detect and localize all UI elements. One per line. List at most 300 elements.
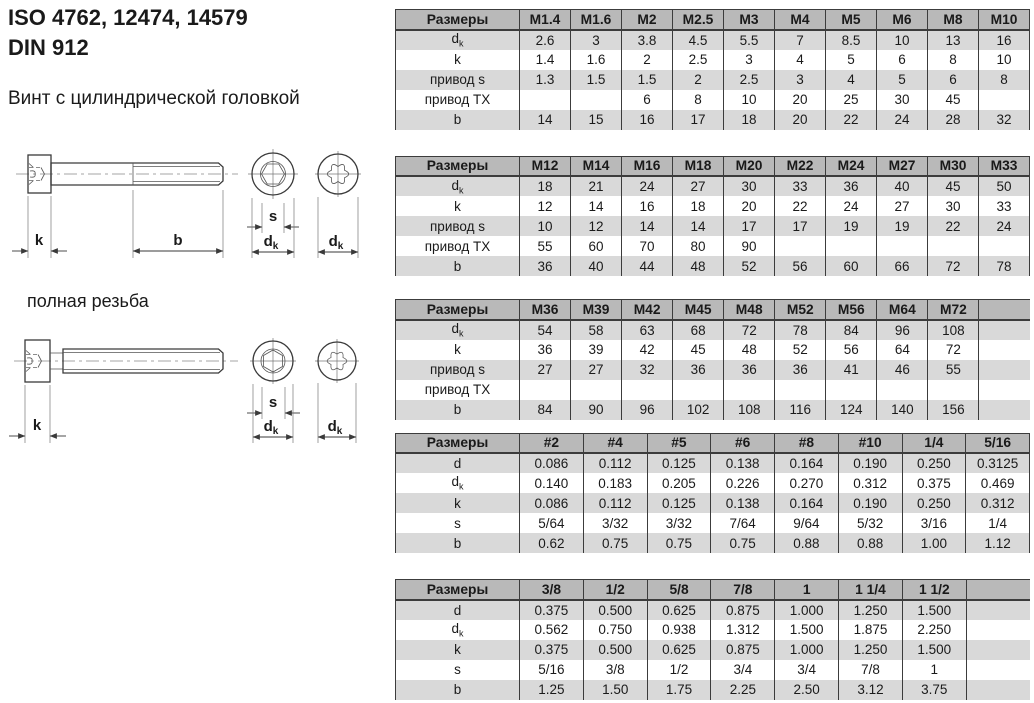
cell-empty xyxy=(979,400,1030,420)
row-label-dk: $d_k$ xyxy=(396,620,520,640)
col-header-size: M30 xyxy=(928,156,979,176)
cell-value: 55 xyxy=(928,360,979,380)
col-header-size: M72 xyxy=(928,300,979,320)
cell-value: 7/64 xyxy=(711,513,775,533)
cell-value: 1.250 xyxy=(839,600,903,620)
cell-value: 156 xyxy=(928,400,979,420)
cell-value: 13 xyxy=(928,30,979,50)
row-label-b: b xyxy=(396,256,520,276)
cell-value: 3 xyxy=(775,70,826,90)
cell-value: 2.50 xyxy=(775,680,839,700)
cell-empty xyxy=(622,380,673,400)
cell-value: 54 xyxy=(520,320,571,340)
cell-value: 1.500 xyxy=(902,640,966,660)
cell-value: 0.250 xyxy=(902,493,966,513)
table-row-dk xyxy=(396,30,1030,50)
cell-value: 58 xyxy=(571,320,622,340)
dim-label-dk: $d_k$ xyxy=(263,418,279,437)
cell-value: 96 xyxy=(622,400,673,420)
col-header-size: #2 xyxy=(520,433,584,453)
dim-label-s: s xyxy=(268,208,278,225)
side-view xyxy=(14,340,238,382)
dim-dk-torx xyxy=(318,383,356,443)
table-row-d xyxy=(396,600,1031,620)
cell-empty xyxy=(673,380,724,400)
cell-value: 72 xyxy=(928,340,979,360)
cell-value: 3/16 xyxy=(902,513,966,533)
row-label-d: d xyxy=(396,600,520,620)
cell-value: 2 xyxy=(673,70,724,90)
col-header-sizes: Размеры xyxy=(396,300,520,320)
product-subtitle: Винт с цилиндрической головкой xyxy=(8,88,300,109)
col-header-size: M10 xyxy=(979,10,1030,30)
cell-value: 16 xyxy=(622,110,673,130)
cell-value: 1.5 xyxy=(571,70,622,90)
dim-label-s: s xyxy=(268,394,278,411)
col-header-size: M42 xyxy=(622,300,673,320)
table-row-k xyxy=(396,50,1030,70)
col-header-size: M14 xyxy=(571,156,622,176)
cell-value: 5 xyxy=(877,70,928,90)
cell-value: 90 xyxy=(571,400,622,420)
cell-value: 18 xyxy=(724,110,775,130)
col-header-size: M22 xyxy=(775,156,826,176)
cell-value: 0.138 xyxy=(711,493,775,513)
cell-empty xyxy=(571,380,622,400)
cell-value: 36 xyxy=(520,256,571,276)
cell-value: 0.469 xyxy=(966,473,1030,493)
row-label-b: b xyxy=(396,680,520,700)
cell-value: 3/32 xyxy=(647,513,711,533)
cell-value: 0.75 xyxy=(583,533,647,553)
cell-value: 10 xyxy=(724,90,775,110)
cell-value: 1.000 xyxy=(775,600,839,620)
row-label-privod-s: привод s xyxy=(396,216,520,236)
cell-value: 4 xyxy=(826,70,877,90)
col-header-size: M64 xyxy=(877,300,928,320)
cell-value: 124 xyxy=(826,400,877,420)
cell-value: 40 xyxy=(877,176,928,196)
cell-empty xyxy=(877,380,928,400)
row-label-s: s xyxy=(396,660,520,680)
cell-value: 1.312 xyxy=(711,620,775,640)
cell-value: 10 xyxy=(979,50,1030,70)
row-label-s: s xyxy=(396,513,520,533)
cell-value: 1/2 xyxy=(647,660,711,680)
col-header-size: M27 xyxy=(877,156,928,176)
col-header-size: #8 xyxy=(775,433,839,453)
cell-value: 1.6 xyxy=(571,50,622,70)
cell-value: 2 xyxy=(622,50,673,70)
cell-value: 17 xyxy=(724,216,775,236)
col-header-size: M18 xyxy=(673,156,724,176)
table-row-k xyxy=(396,493,1030,513)
cell-value: 1.12 xyxy=(966,533,1030,553)
cell-value: 18 xyxy=(520,176,571,196)
cell-value: 0.125 xyxy=(647,493,711,513)
cell-empty xyxy=(979,380,1030,400)
table-row-k xyxy=(396,340,1031,360)
table-imperial-2-516 xyxy=(395,433,1030,554)
cell-value: 0.312 xyxy=(966,493,1030,513)
cell-value: 6 xyxy=(622,90,673,110)
col-header-size: M8 xyxy=(928,10,979,30)
cell-value: 1.25 xyxy=(520,680,584,700)
dim-label-dk: $d_k$ xyxy=(263,233,279,252)
cell-value: 45 xyxy=(928,90,979,110)
cell-value: 3/8 xyxy=(583,660,647,680)
cell-value: 27 xyxy=(571,360,622,380)
cell-value: 2.25 xyxy=(711,680,775,700)
cell-value: 90 xyxy=(724,236,775,256)
cell-value: 1 xyxy=(902,660,966,680)
cell-value: 17 xyxy=(673,110,724,130)
cell-empty xyxy=(979,320,1030,340)
cell-value: 0.205 xyxy=(647,473,711,493)
table-row-privod-s xyxy=(396,70,1030,90)
dim-k xyxy=(9,385,66,443)
cell-value: 3/32 xyxy=(583,513,647,533)
cell-value: 24 xyxy=(979,216,1030,236)
col-header-size: #10 xyxy=(838,433,902,453)
cell-value: 24 xyxy=(622,176,673,196)
col-header-size: M33 xyxy=(979,156,1030,176)
cell-value: 2.5 xyxy=(673,50,724,70)
cell-value: 5.5 xyxy=(724,30,775,50)
cell-value: 8 xyxy=(928,50,979,70)
col-header-size: M2.5 xyxy=(673,10,724,30)
col-header-size: M24 xyxy=(826,156,877,176)
cell-value: 0.75 xyxy=(647,533,711,553)
col-header-size: #4 xyxy=(583,433,647,453)
table-row-k xyxy=(396,196,1030,216)
end-view-hex-socket xyxy=(247,338,300,443)
cell-value: 4 xyxy=(775,50,826,70)
table-row-privod-tx xyxy=(396,236,1030,256)
cell-empty xyxy=(966,640,1030,660)
cell-value: 1.3 xyxy=(520,70,571,90)
cell-value: 7/8 xyxy=(839,660,903,680)
cell-value: 15 xyxy=(571,110,622,130)
table-row-dk xyxy=(396,320,1031,340)
cell-empty xyxy=(877,236,928,256)
row-label-k: k xyxy=(396,493,520,513)
cell-value: 16 xyxy=(979,30,1030,50)
cell-value: 0.086 xyxy=(520,453,584,473)
cell-value: 28 xyxy=(928,110,979,130)
col-header-empty xyxy=(979,300,1030,320)
cell-value: 22 xyxy=(775,196,826,216)
col-header-sizes: Размеры xyxy=(396,156,520,176)
cell-value: 1.75 xyxy=(647,680,711,700)
cell-value: 42 xyxy=(622,340,673,360)
table-row-dk xyxy=(396,176,1030,196)
cell-value: 0.086 xyxy=(520,493,584,513)
col-header-size: M2 xyxy=(622,10,673,30)
cell-value: 12 xyxy=(571,216,622,236)
dim-s xyxy=(247,387,300,419)
cell-value: 14 xyxy=(571,196,622,216)
cell-value: 5/32 xyxy=(838,513,902,533)
cell-value: 36 xyxy=(724,360,775,380)
col-header-size: M45 xyxy=(673,300,724,320)
col-header-size: M48 xyxy=(724,300,775,320)
table-imperial-38-112 xyxy=(395,579,1030,700)
cell-value: 0.562 xyxy=(520,620,584,640)
cell-value: 1.500 xyxy=(902,600,966,620)
cell-value: 0.183 xyxy=(583,473,647,493)
cell-value: 0.138 xyxy=(711,453,775,473)
table-row-k xyxy=(396,640,1031,660)
col-header-sizes: Размеры xyxy=(396,580,520,600)
cell-value: 0.750 xyxy=(583,620,647,640)
cell-value: 60 xyxy=(826,256,877,276)
cell-value: 8 xyxy=(979,70,1030,90)
cell-empty xyxy=(928,236,979,256)
table-metric-m36-m72 xyxy=(395,299,1030,420)
cell-value: 0.190 xyxy=(838,493,902,513)
cell-value: 2.6 xyxy=(520,30,571,50)
col-header-size: M3 xyxy=(724,10,775,30)
table-row-b xyxy=(396,680,1031,700)
cell-value: 0.190 xyxy=(838,453,902,473)
cell-value: 0.112 xyxy=(583,493,647,513)
cell-value: 5/64 xyxy=(520,513,584,533)
cell-empty xyxy=(979,90,1030,110)
cell-value: 3.8 xyxy=(622,30,673,50)
cell-value: 78 xyxy=(979,256,1030,276)
cell-empty xyxy=(826,380,877,400)
cell-value: 45 xyxy=(673,340,724,360)
page-title-iso: ISO 4762, 12474, 14579 xyxy=(8,5,248,30)
cell-value: 30 xyxy=(928,196,979,216)
col-header-size: M4 xyxy=(775,10,826,30)
cell-empty xyxy=(979,236,1030,256)
cell-value: 9/64 xyxy=(775,513,839,533)
end-view-torx-socket xyxy=(315,151,361,258)
cell-value: 36 xyxy=(673,360,724,380)
cell-value: 0.375 xyxy=(520,640,584,660)
dim-s xyxy=(247,203,299,233)
cell-value: 22 xyxy=(826,110,877,130)
full-thread-label: полная резьба xyxy=(27,291,149,311)
row-label-b: b xyxy=(396,400,520,420)
cell-value: 63 xyxy=(622,320,673,340)
header-row xyxy=(396,433,1030,453)
col-header-empty xyxy=(966,580,1030,600)
row-label-b: b xyxy=(396,110,520,130)
cell-empty xyxy=(520,90,571,110)
row-label-dk: $d_k$ xyxy=(396,176,520,196)
cell-value: 70 xyxy=(622,236,673,256)
col-header-size: 1 xyxy=(775,580,839,600)
col-header-size: M12 xyxy=(520,156,571,176)
table-row-s xyxy=(396,513,1030,533)
cell-value: 0.125 xyxy=(647,453,711,473)
cell-value: 1/4 xyxy=(966,513,1030,533)
cell-value: 108 xyxy=(928,320,979,340)
dim-label-k: k xyxy=(32,417,42,434)
dim-dk-hex xyxy=(252,198,294,258)
cell-value: 84 xyxy=(826,320,877,340)
table-row-privod-s xyxy=(396,360,1031,380)
table-row-d xyxy=(396,453,1030,473)
cell-value: 19 xyxy=(877,216,928,236)
dim-dk-hex xyxy=(253,384,293,443)
end-view-torx-socket xyxy=(315,339,359,443)
col-header-size: M56 xyxy=(826,300,877,320)
cell-value: 20 xyxy=(724,196,775,216)
cell-value: 18 xyxy=(673,196,724,216)
cell-value: 0.375 xyxy=(902,473,966,493)
table-row-b xyxy=(396,400,1031,420)
cell-value: 24 xyxy=(877,110,928,130)
col-header-size: M6 xyxy=(877,10,928,30)
cell-value: 55 xyxy=(520,236,571,256)
cell-value: 10 xyxy=(520,216,571,236)
cell-value: 50 xyxy=(979,176,1030,196)
row-label-k: k xyxy=(396,340,520,360)
cell-value: 12 xyxy=(520,196,571,216)
row-label-k: k xyxy=(396,196,520,216)
col-header-size: #5 xyxy=(647,433,711,453)
dim-label-dk: $d_k$ xyxy=(328,233,344,252)
cell-value: 41 xyxy=(826,360,877,380)
cell-value: 1.50 xyxy=(583,680,647,700)
col-header-size: M39 xyxy=(571,300,622,320)
cell-empty xyxy=(928,380,979,400)
cell-empty xyxy=(966,660,1030,680)
cell-value: 14 xyxy=(520,110,571,130)
cell-value: 0.270 xyxy=(775,473,839,493)
cell-value: 56 xyxy=(775,256,826,276)
cell-value: 52 xyxy=(775,340,826,360)
cell-value: 0.164 xyxy=(775,493,839,513)
cell-value: 102 xyxy=(673,400,724,420)
tables-panel xyxy=(395,9,1030,700)
cell-value: 5 xyxy=(826,50,877,70)
cell-value: 72 xyxy=(928,256,979,276)
title-block xyxy=(8,3,248,63)
table-row-s xyxy=(396,660,1031,680)
cell-empty xyxy=(520,380,571,400)
cell-value: 20 xyxy=(775,90,826,110)
col-header-sizes: Размеры xyxy=(396,10,520,30)
col-header-size: #6 xyxy=(711,433,775,453)
row-label-dk: $d_k$ xyxy=(396,320,520,340)
cell-value: 56 xyxy=(826,340,877,360)
cell-value: 36 xyxy=(775,360,826,380)
cell-value: 80 xyxy=(673,236,724,256)
table-row-dk xyxy=(396,620,1031,640)
table-row-dk xyxy=(396,473,1030,493)
dim-label-b: b xyxy=(173,232,183,249)
cell-value: 0.625 xyxy=(647,600,711,620)
cell-value: 14 xyxy=(622,216,673,236)
cell-value: 7 xyxy=(775,30,826,50)
cell-value: 2.250 xyxy=(902,620,966,640)
cell-value: 32 xyxy=(622,360,673,380)
cell-value: 44 xyxy=(622,256,673,276)
header-row xyxy=(396,580,1031,600)
cell-value: 3 xyxy=(724,50,775,70)
dim-dk-torx xyxy=(318,197,358,258)
cell-value: 0.3125 xyxy=(966,453,1030,473)
col-header-size: M1.6 xyxy=(571,10,622,30)
cell-value: 0.140 xyxy=(520,473,584,493)
cell-value: 96 xyxy=(877,320,928,340)
cell-value: 46 xyxy=(877,360,928,380)
dim-k xyxy=(12,196,67,258)
col-header-size: M52 xyxy=(775,300,826,320)
col-header-size: 5/16 xyxy=(966,433,1030,453)
row-label-privod-s: привод s xyxy=(396,70,520,90)
cell-value: 0.250 xyxy=(902,453,966,473)
table-metric-m12-m33 xyxy=(395,156,1030,277)
screw-drawing-full-thread xyxy=(0,320,385,480)
cell-value: 10 xyxy=(877,30,928,50)
col-header-size: M1.4 xyxy=(520,10,571,30)
side-view xyxy=(16,155,238,193)
cell-value: 30 xyxy=(877,90,928,110)
cell-value: 1.4 xyxy=(520,50,571,70)
cell-value: 6 xyxy=(877,50,928,70)
col-header-size: 5/8 xyxy=(647,580,711,600)
cell-value: 27 xyxy=(520,360,571,380)
cell-value: 64 xyxy=(877,340,928,360)
dim-b xyxy=(133,190,223,258)
cell-value: 27 xyxy=(673,176,724,196)
cell-value: 3/4 xyxy=(775,660,839,680)
cell-value: 0.112 xyxy=(583,453,647,473)
cell-value: 1.250 xyxy=(839,640,903,660)
cell-value: 0.625 xyxy=(647,640,711,660)
col-header-size: 7/8 xyxy=(711,580,775,600)
cell-value: 0.938 xyxy=(647,620,711,640)
header-row xyxy=(396,156,1030,176)
col-header-size: M20 xyxy=(724,156,775,176)
cell-empty xyxy=(966,620,1030,640)
header-row xyxy=(396,300,1031,320)
cell-value: 0.875 xyxy=(711,640,775,660)
cell-value: 30 xyxy=(724,176,775,196)
cell-value: 8 xyxy=(673,90,724,110)
row-label-privod-tx: привод TX xyxy=(396,380,520,400)
cell-value: 27 xyxy=(877,196,928,216)
cell-value: 0.226 xyxy=(711,473,775,493)
cell-empty xyxy=(775,236,826,256)
col-header-size: M16 xyxy=(622,156,673,176)
cell-value: 1.000 xyxy=(775,640,839,660)
cell-value: 36 xyxy=(826,176,877,196)
cell-value: 1.5 xyxy=(622,70,673,90)
cell-value: 3.12 xyxy=(839,680,903,700)
col-header-size: 1 1/2 xyxy=(902,580,966,600)
cell-value: 1.00 xyxy=(902,533,966,553)
cell-value: 24 xyxy=(826,196,877,216)
cell-value: 116 xyxy=(775,400,826,420)
cell-value: 0.312 xyxy=(838,473,902,493)
table-row-b xyxy=(396,256,1030,276)
col-header-size: 3/8 xyxy=(520,580,584,600)
cell-empty xyxy=(724,380,775,400)
table-row-privod-tx xyxy=(396,380,1031,400)
cell-empty xyxy=(979,360,1030,380)
cell-value: 33 xyxy=(979,196,1030,216)
cell-value: 0.875 xyxy=(711,600,775,620)
cell-value: 52 xyxy=(724,256,775,276)
cell-value: 66 xyxy=(877,256,928,276)
